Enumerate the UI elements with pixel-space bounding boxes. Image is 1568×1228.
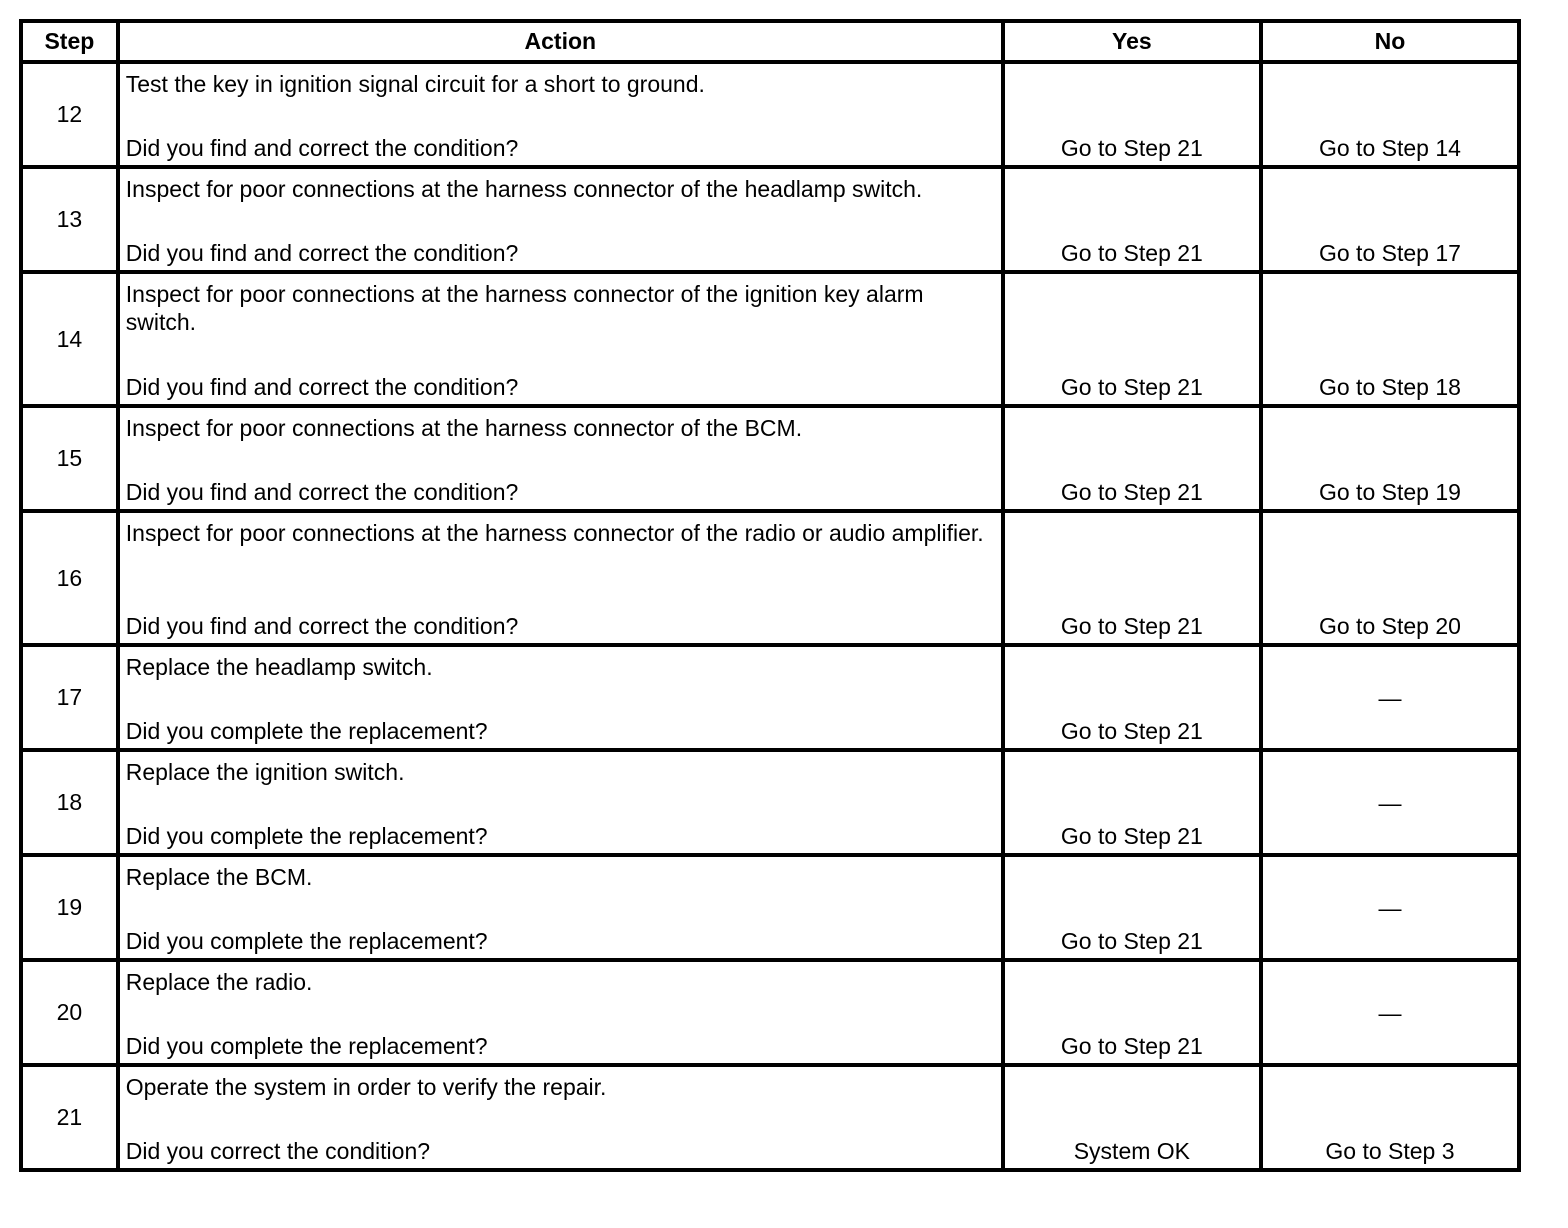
table-row: [21, 167, 1519, 272]
action-question: Did you find and correct the condition?: [125, 240, 519, 266]
action-text: Inspect for poor connections at the harness connector of the ignition key alarm switch.: [125, 281, 924, 335]
table-row: [21, 272, 1519, 406]
table-row: [21, 855, 1519, 960]
no-result: Go to Step 3: [1261, 1065, 1519, 1170]
action-question: Did you complete the replacement?: [125, 718, 488, 744]
table-row: [21, 511, 1519, 645]
action-question: Did you find and correct the condition?: [125, 613, 519, 639]
action-question: Did you find and correct the condition?: [125, 135, 519, 161]
yes-result: System OK: [1003, 1065, 1261, 1170]
action-question: Did you correct the condition?: [125, 1138, 431, 1164]
action-cell: [118, 62, 1003, 167]
yes-result: Go to Step 21: [1003, 960, 1261, 1065]
table-row: [21, 645, 1519, 750]
action-cell: [118, 750, 1003, 855]
action-cell: [118, 167, 1003, 272]
action-question: Did you complete the replacement?: [125, 1033, 488, 1059]
action-text: Test the key in ignition signal circuit for a short to ground.: [125, 71, 705, 97]
step-number: 20: [21, 960, 118, 1065]
diagnostic-table: [19, 19, 1521, 1172]
header-no: No: [1261, 21, 1519, 62]
action-text: Operate the system in order to verify the repair.: [125, 1074, 607, 1100]
action-question: Did you complete the replacement?: [125, 928, 488, 954]
table-row: [21, 406, 1519, 511]
no-result: Go to Step 19: [1261, 406, 1519, 511]
step-number: 13: [21, 167, 118, 272]
step-number: 15: [21, 406, 118, 511]
action-text: Inspect for poor connections at the harness connector of the radio or audio amplifier.: [125, 520, 984, 546]
step-number: 16: [21, 511, 118, 645]
header-step: Step: [21, 21, 118, 62]
table-row: [21, 1065, 1519, 1170]
no-result: Go to Step 18: [1261, 272, 1519, 406]
action-cell: [118, 272, 1003, 406]
action-text: Replace the ignition switch.: [125, 759, 405, 785]
step-number: 19: [21, 855, 118, 960]
yes-result: Go to Step 21: [1003, 511, 1261, 645]
no-result: Go to Step 20: [1261, 511, 1519, 645]
action-text: Replace the headlamp switch.: [125, 654, 433, 680]
action-cell: [118, 1065, 1003, 1170]
yes-result: Go to Step 21: [1003, 167, 1261, 272]
action-cell: [118, 960, 1003, 1065]
no-result: Go to Step 17: [1261, 167, 1519, 272]
action-text: Replace the radio.: [125, 969, 313, 995]
table-row: [21, 62, 1519, 167]
action-question: Did you complete the replacement?: [125, 823, 488, 849]
action-cell: [118, 511, 1003, 645]
yes-result: Go to Step 21: [1003, 750, 1261, 855]
no-result: —: [1261, 750, 1519, 855]
table-row: [21, 960, 1519, 1065]
yes-result: Go to Step 21: [1003, 406, 1261, 511]
step-number: 18: [21, 750, 118, 855]
yes-result: Go to Step 21: [1003, 645, 1261, 750]
action-text: Replace the BCM.: [125, 864, 313, 890]
action-question: Did you find and correct the condition?: [125, 479, 519, 505]
action-text: Inspect for poor connections at the harness connector of the headlamp switch.: [125, 176, 923, 202]
step-number: 12: [21, 62, 118, 167]
table-row: [21, 750, 1519, 855]
action-text: Inspect for poor connections at the harness connector of the BCM.: [125, 415, 803, 441]
no-result: —: [1261, 645, 1519, 750]
yes-result: Go to Step 21: [1003, 62, 1261, 167]
header-action: Action: [118, 21, 1003, 62]
header-yes: Yes: [1003, 21, 1261, 62]
no-result: —: [1261, 960, 1519, 1065]
step-number: 14: [21, 272, 118, 406]
header-row: [21, 21, 1519, 62]
action-cell: [118, 645, 1003, 750]
action-cell: [118, 406, 1003, 511]
action-cell: [118, 855, 1003, 960]
no-result: —: [1261, 855, 1519, 960]
step-number: 21: [21, 1065, 118, 1170]
yes-result: Go to Step 21: [1003, 272, 1261, 406]
no-result: Go to Step 14: [1261, 62, 1519, 167]
step-number: 17: [21, 645, 118, 750]
action-question: Did you find and correct the condition?: [125, 374, 519, 400]
yes-result: Go to Step 21: [1003, 855, 1261, 960]
